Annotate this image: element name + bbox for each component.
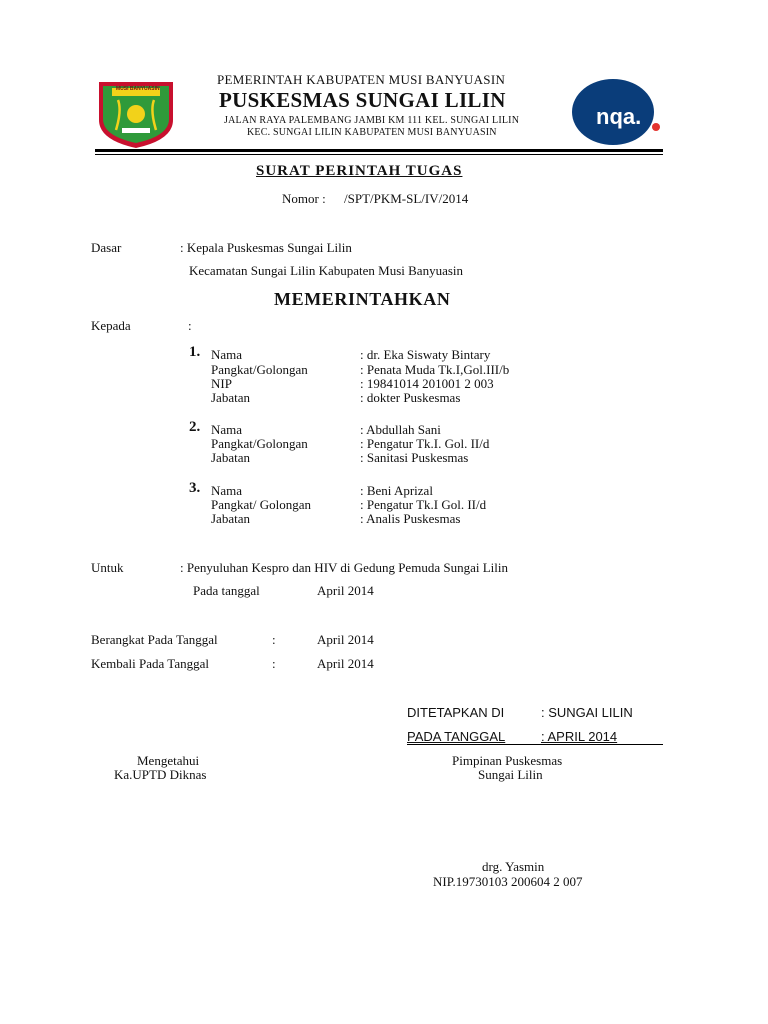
letterhead-rule-thick xyxy=(95,149,663,152)
header-address-1: JALAN RAYA PALEMBANG JAMBI KM 111 KEL. SUNGAI LILIN xyxy=(224,115,520,126)
person-3-number: 3. xyxy=(189,480,201,496)
header-address-2: KEC. SUNGAI LILIN KABUPATEN MUSI BANYUASIN xyxy=(247,127,497,138)
kembali-value: April 2014 xyxy=(317,656,374,671)
dasar-label: Dasar xyxy=(91,240,122,255)
person-1-nip-value: : 19841014 201001 2 003 xyxy=(360,376,494,391)
nomor-value: /SPT/PKM-SL/IV/2014 xyxy=(344,191,469,206)
nqa-logo-text: nqa. xyxy=(596,104,642,129)
ditetapkan-label: DITETAPKAN DI xyxy=(407,705,505,720)
person-3-pangkat-label: Pangkat/ Golongan xyxy=(211,497,312,512)
person-1-nip-label: NIP xyxy=(211,376,232,391)
letterhead-rule-thin xyxy=(95,154,663,155)
person-1-pangkat-label: Pangkat/Golongan xyxy=(211,362,308,377)
person-1-number: 1. xyxy=(189,344,201,360)
pada-tanggal-label: Pada tanggal xyxy=(193,583,260,598)
signer-name: drg. Yasmin xyxy=(482,859,545,874)
person-2-pangkat-value: : Pengatur Tk.I. Gol. II/d xyxy=(360,436,490,451)
nqa-logo xyxy=(572,78,662,146)
ditetapkan-value: : SUNGAI LILIN xyxy=(541,705,633,720)
person-3-nama-label: Nama xyxy=(211,483,243,498)
left-logo xyxy=(96,78,176,150)
berangkat-value: April 2014 xyxy=(317,632,374,647)
person-2-nama-label: Nama xyxy=(211,422,243,437)
nomor-label: Nomor : xyxy=(282,191,326,206)
right-sign-line-1: Pimpinan Puskesmas xyxy=(452,753,563,768)
person-3-pangkat-value: : Pengatur Tk.I Gol. II/d xyxy=(360,497,487,512)
left-sign-line-1: Mengetahui xyxy=(137,753,200,768)
header-government: PEMERINTAH KABUPATEN MUSI BANYUASIN xyxy=(217,72,506,87)
pada-tanggal-sign-value: : APRIL 2014 xyxy=(541,729,618,744)
person-1-jabatan-value: : dokter Puskesmas xyxy=(360,390,461,405)
person-2-nama-value: : Abdullah Sani xyxy=(360,422,441,437)
person-1-nama-value: : dr. Eka Siswaty Bintary xyxy=(360,347,491,362)
left-sign-line-2: Ka.UPTD Diknas xyxy=(114,767,207,782)
kepada-colon: : xyxy=(188,318,192,333)
person-2-pangkat-label: Pangkat/Golongan xyxy=(211,436,308,451)
untuk-label: Untuk xyxy=(91,560,124,575)
kembali-label: Kembali Pada Tanggal xyxy=(91,656,209,671)
berangkat-label: Berangkat Pada Tanggal xyxy=(91,632,218,647)
header-institution: PUSKESMAS SUNGAI LILIN xyxy=(219,88,506,112)
person-1-pangkat-value: : Penata Muda Tk.I,Gol.III/b xyxy=(360,362,510,377)
pada-tanggal-sign-label: PADA TANGGAL xyxy=(407,729,506,744)
dasar-line-2: Kecamatan Sungai Lilin Kabupaten Musi Banyuasin xyxy=(189,263,464,278)
untuk-value: : Penyuluhan Kespro dan HIV di Gedung Pemuda Sungai Lilin xyxy=(180,560,508,575)
left-logo-text: MUSI BANYUASIN xyxy=(116,86,160,92)
memerintahkan-heading: MEMERINTAHKAN xyxy=(274,289,451,309)
pada-tanggal-underline xyxy=(407,744,663,745)
kembali-colon: : xyxy=(272,656,276,671)
person-3-nama-value: : Beni Aprizal xyxy=(360,483,433,498)
dasar-line-1: : Kepala Puskesmas Sungai Lilin xyxy=(180,240,352,255)
person-2-number: 2. xyxy=(189,419,201,435)
person-1-jabatan-label: Jabatan xyxy=(211,390,250,405)
person-2-jabatan-label: Jabatan xyxy=(211,450,250,465)
person-2-jabatan-value: : Sanitasi Puskesmas xyxy=(360,450,469,465)
kepada-label: Kepada xyxy=(91,318,131,333)
document-title: SURAT PERINTAH TUGAS xyxy=(256,163,463,179)
person-3-jabatan-value: : Analis Puskesmas xyxy=(360,511,461,526)
pada-tanggal-value: April 2014 xyxy=(317,583,374,598)
signer-nip: NIP.19730103 200604 2 007 xyxy=(433,874,583,889)
person-1-nama-label: Nama xyxy=(211,347,243,362)
person-3-jabatan-label: Jabatan xyxy=(211,511,250,526)
berangkat-colon: : xyxy=(272,632,276,647)
right-sign-line-2: Sungai Lilin xyxy=(478,767,543,782)
